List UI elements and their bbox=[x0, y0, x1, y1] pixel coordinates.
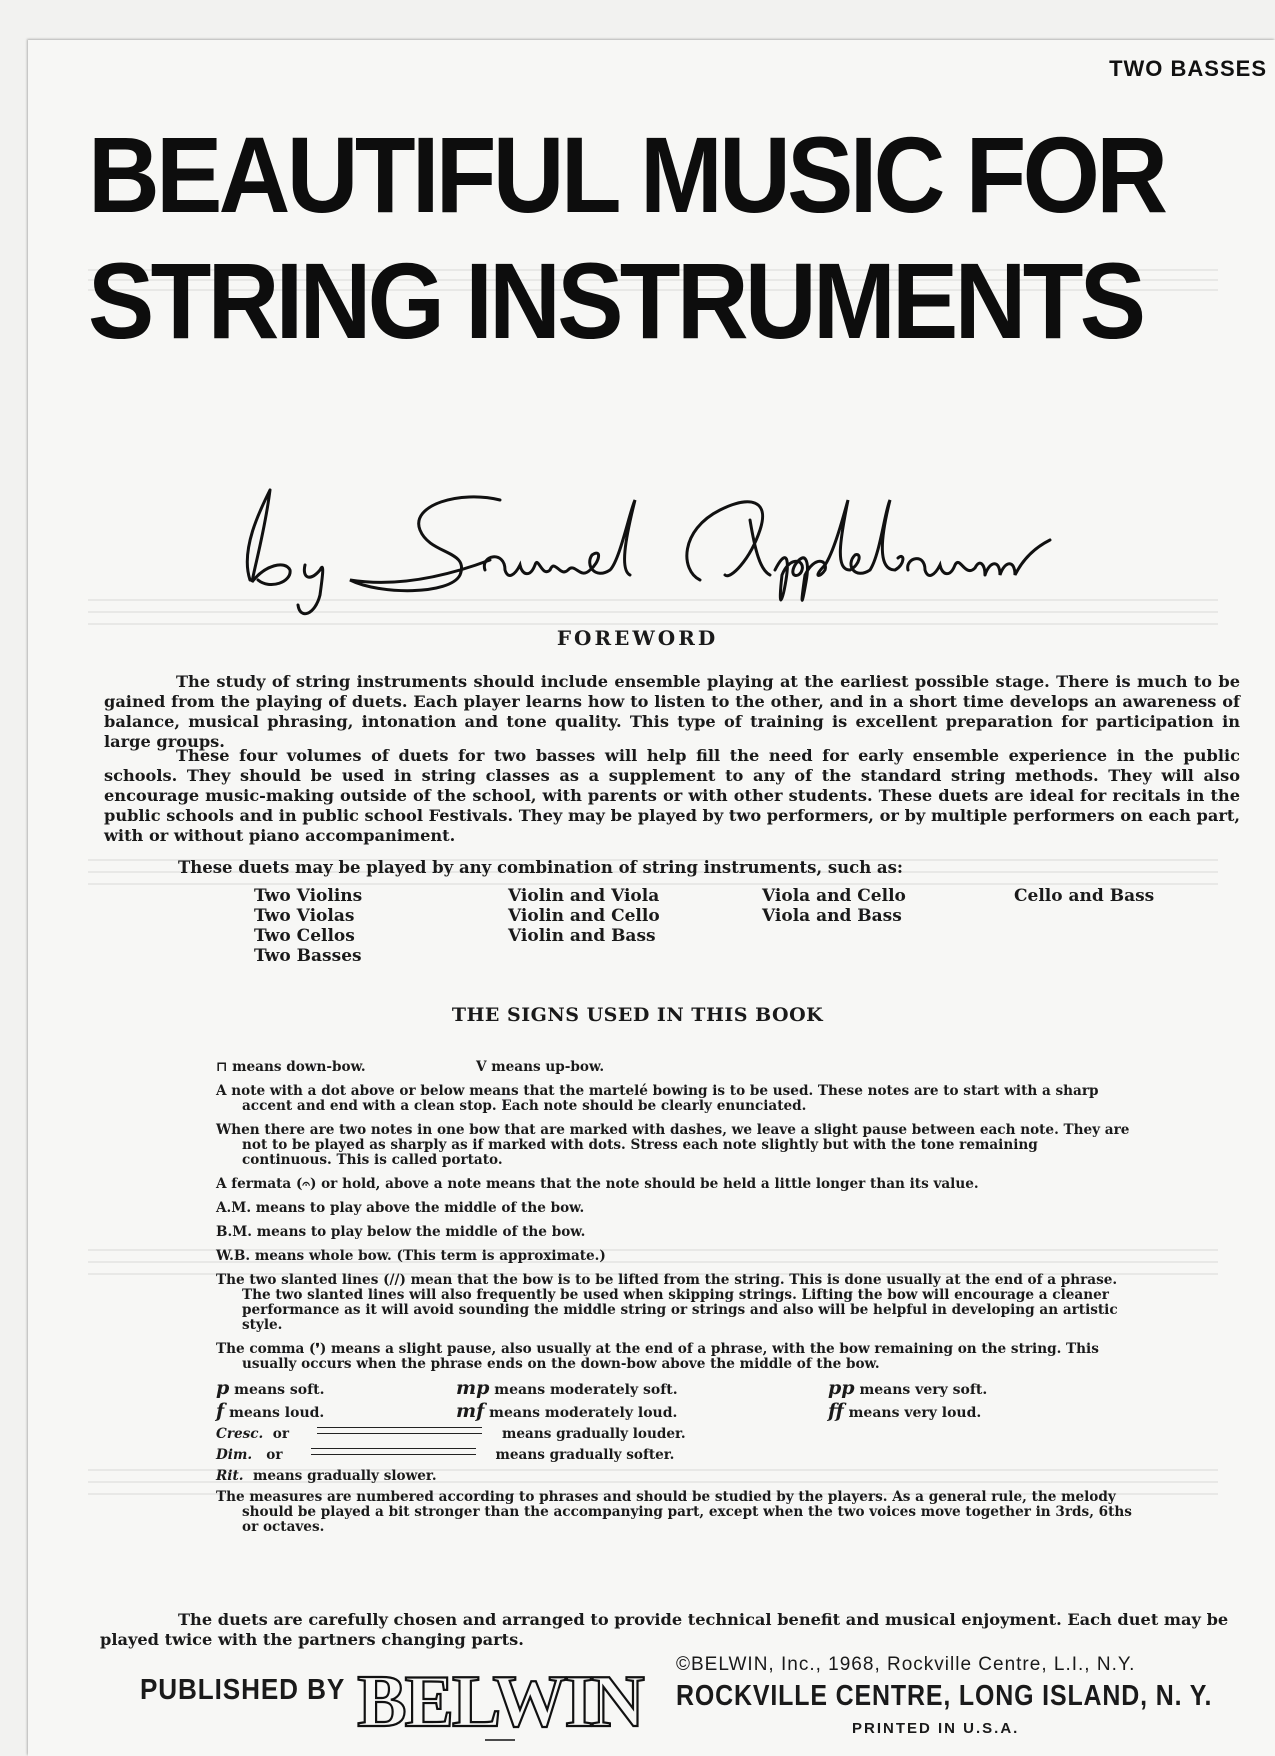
forte-symbol: f bbox=[216, 1400, 225, 1422]
cresc-label: Cresc. bbox=[216, 1426, 264, 1442]
dynamics-row-soft bbox=[216, 1377, 1132, 1399]
publisher-address: ROCKVILLE CENTRE, LONG ISLAND, N. Y. bbox=[676, 1680, 1213, 1712]
combo-item: Cello and Bass bbox=[1014, 886, 1155, 906]
slanted-lines-sign: The two slanted lines (//) mean that the bow is to be lifted from the string. This is done usually at the end of a phrase. The two slanted lines will also frequently be used when skipping strings. Lifting the bow will encourage a cleaner performance as it will avoid sounding the middle string or strings and also will be helpful in developing an artistic style. bbox=[216, 1272, 1118, 1333]
portato-sign: When there are two notes in one bow that are marked with dashes, we leave a slight pause between each note. They are not to be played as sharply as if marked with dots. Stress each note slightly but with the tone remaining continuous. This is called portato. bbox=[216, 1122, 1130, 1168]
edition-label: TWO BASSES bbox=[1109, 56, 1267, 81]
copyright-notice: ©BELWIN, Inc., 1968, Rockville Centre, L.I., N.Y. bbox=[676, 1654, 1136, 1675]
dim-label: Dim. bbox=[216, 1447, 253, 1463]
cresc-text: means gradually louder. bbox=[502, 1426, 686, 1442]
fermata-sign: A fermata (𝄐) or hold, above a note means that the note should be held a little longer than its value. bbox=[216, 1176, 979, 1192]
down-bow-sign: ⊓ means down-bow. bbox=[216, 1059, 366, 1075]
up-bow-sign: V means up-bow. bbox=[476, 1059, 605, 1075]
combo-item: Violin and Bass bbox=[508, 926, 656, 946]
dynamics-row-loud bbox=[216, 1400, 1132, 1422]
fortissimo-symbol: ff bbox=[828, 1400, 844, 1422]
combo-item: Viola and Cello bbox=[762, 886, 906, 906]
combinations-column-3 bbox=[762, 886, 906, 926]
piano-text: means soft. bbox=[234, 1382, 325, 1398]
combinations-column-1 bbox=[254, 886, 362, 966]
combo-item: Violin and Viola bbox=[508, 886, 660, 906]
page-title bbox=[88, 112, 1174, 364]
diminuendo-row bbox=[216, 1448, 1132, 1463]
combinations-intro: These duets may be played by any combination of string instruments, such as: bbox=[178, 858, 904, 877]
title-line-2: STRING INSTRUMENTS bbox=[88, 240, 1143, 361]
combo-item: Viola and Bass bbox=[762, 906, 902, 926]
combo-item: Violin and Cello bbox=[508, 906, 660, 926]
crescendo-hairpin bbox=[317, 1427, 482, 1434]
am-sign: A.M. means to play above the middle of the bow. bbox=[216, 1200, 585, 1216]
comma-sign: The comma (❜) means a slight pause, also usually at the end of a phrase, with the bow remaining on the string. This usually occurs when the phrase ends on the down-bow above the middle of the bow. bbox=[216, 1341, 1099, 1372]
forte-text: means loud. bbox=[229, 1405, 325, 1421]
mezzo-forte-text: means moderately loud. bbox=[489, 1405, 678, 1421]
rit-text: means gradually slower. bbox=[252, 1468, 437, 1484]
bowing-signs bbox=[216, 1060, 1132, 1075]
rit-label: Rit. bbox=[216, 1468, 244, 1484]
piano-symbol: p bbox=[216, 1377, 230, 1399]
combinations-column-4 bbox=[1014, 886, 1154, 906]
belwin-logo bbox=[350, 1654, 650, 1746]
fortissimo-text: means very loud. bbox=[848, 1405, 982, 1421]
signs-list bbox=[216, 1060, 1132, 1544]
dim-text: means gradually softer. bbox=[495, 1447, 675, 1463]
published-by-label: PUBLISHED BY bbox=[140, 1674, 346, 1706]
foreword-heading: FOREWORD bbox=[556, 626, 719, 650]
dim-or: or bbox=[266, 1447, 283, 1463]
author-signature bbox=[230, 470, 1130, 620]
crescendo-row bbox=[216, 1427, 1132, 1442]
combo-item: Two Violas bbox=[254, 906, 355, 926]
pianissimo-text: means very soft. bbox=[859, 1382, 988, 1398]
mezzo-piano-symbol: mp bbox=[456, 1377, 490, 1399]
signs-heading: THE SIGNS USED IN THIS BOOK bbox=[451, 1004, 824, 1026]
cresc-or: or bbox=[272, 1426, 289, 1442]
printed-in-label: PRINTED IN U.S.A. bbox=[852, 1720, 1020, 1737]
closing-paragraph: The duets are carefully chosen and arranged to provide technical benefit and musical enjoyment. Each duet may be played twice with the partners changing parts. bbox=[100, 1610, 1229, 1649]
title-line-1: BEAUTIFUL MUSIC FOR bbox=[88, 114, 1165, 235]
measures-note: The measures are numbered according to phrases and should be studied by the players. As a general rule, the melody should be played a bit stronger than the accompanying part, except when the two voices move together in 3rds, 6ths or octaves. bbox=[216, 1489, 1132, 1535]
logo-text: BELWIN bbox=[357, 1661, 643, 1743]
mezzo-forte-symbol: mf bbox=[456, 1400, 485, 1422]
martele-sign: A note with a dot above or below means that the martelé bowing is to be used. These notes are to start with a sharp accent and end with a clean stop. Each note should be clearly enunciated. bbox=[216, 1083, 1099, 1114]
wb-sign: W.B. means whole bow. (This term is approximate.) bbox=[216, 1248, 606, 1264]
bm-sign: B.M. means to play below the middle of the bow. bbox=[216, 1224, 586, 1240]
diminuendo-hairpin bbox=[311, 1448, 476, 1455]
pianissimo-symbol: pp bbox=[828, 1377, 855, 1399]
ritardando-row bbox=[216, 1469, 1132, 1484]
mezzo-piano-text: means moderately soft. bbox=[494, 1382, 678, 1398]
combinations-column-2 bbox=[508, 886, 660, 946]
combo-item: Two Basses bbox=[254, 946, 362, 966]
foreword-paragraph-1: The study of string instruments should include ensemble playing at the earliest possible stage. There is much to be gained from the playing of duets. Each player learns how to listen to the other, and in a short time develops an awareness of balance, musical phrasing, intonation and tone quality. This type of training is excellent preparation for participation in large groups. bbox=[104, 672, 1240, 751]
foreword-paragraph-2: These four volumes of duets for two basses will help fill the need for early ensemble experience in the public schools. They should be used in string classes as a supplement to any of the standard string methods. They will also encourage music-making outside of the school, with parents or with other students. These duets are ideal for recitals in the public schools and in public school Festivals. They may be played by two performers, or by multiple performers on each part, with or without piano accompaniment. bbox=[104, 746, 1240, 845]
combo-item: Two Violins bbox=[254, 886, 363, 906]
combo-item: Two Cellos bbox=[254, 926, 355, 946]
